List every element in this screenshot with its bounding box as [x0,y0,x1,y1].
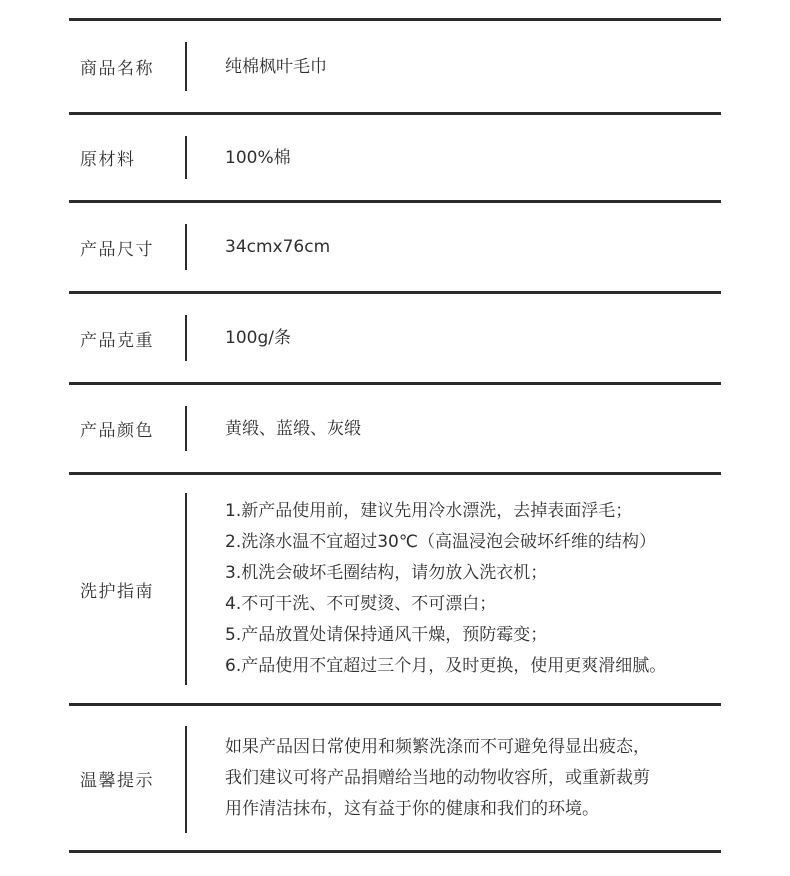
spec-label: 原材料 [80,150,136,170]
washing-guide-line: 1.新产品使用前，建议先用冷水漂洗，去掉表面浮毛； [225,501,633,521]
spec-row-product-color [69,385,721,475]
spec-table [69,18,721,853]
spec-label: 商品名称 [80,59,154,79]
washing-guide-line: 4.不可干洗、不可熨烫、不可漂白； [225,594,497,614]
spec-value: 34cmx76cm [225,237,331,257]
spec-label: 产品克重 [80,330,154,351]
spec-label: 洗护指南 [80,581,154,602]
spec-row-product-name [69,21,721,115]
spec-row-raw-material [69,115,721,203]
warm-tips-line: 我们建议可将产品捐赠给当地的动物收容所，或重新裁剪 [225,767,650,788]
spec-row-product-weight [69,294,721,385]
spec-value: 100%棉 [225,147,291,168]
spec-row-warm-tips [69,706,721,853]
spec-value: 纯棉枫叶毛巾 [225,56,327,77]
spec-label: 产品颜色 [80,421,154,441]
spec-value [187,496,721,682]
washing-guide-line: 2.洗涤水温不宜超过30℃（高温浸泡会破坏纤维的结构） [225,532,656,552]
spec-label: 产品尺寸 [80,239,154,260]
spec-label: 温馨提示 [80,770,154,791]
spec-row-product-size [69,203,721,294]
warm-tips-line: 用作清洁抹布，这有益于你的健康和我们的环境。 [225,798,599,819]
spec-row-washing-guide [69,475,721,706]
washing-guide-line: 5.产品放置处请保持通风干燥，预防霉变； [225,625,548,645]
spec-value [187,732,721,825]
spec-value: 100g/条 [225,328,291,348]
washing-guide-line: 3.机洗会破坏毛圈结构，请勿放入洗衣机； [225,563,548,583]
washing-guide-line: 6.产品使用不宜超过三个月，及时更换，使用更爽滑细腻。 [225,656,667,676]
warm-tips-line: 如果产品因日常使用和频繁洗涤而不可避免得显出疲态， [225,736,650,757]
spec-value: 黄缎、蓝缎、灰缎 [225,418,361,439]
